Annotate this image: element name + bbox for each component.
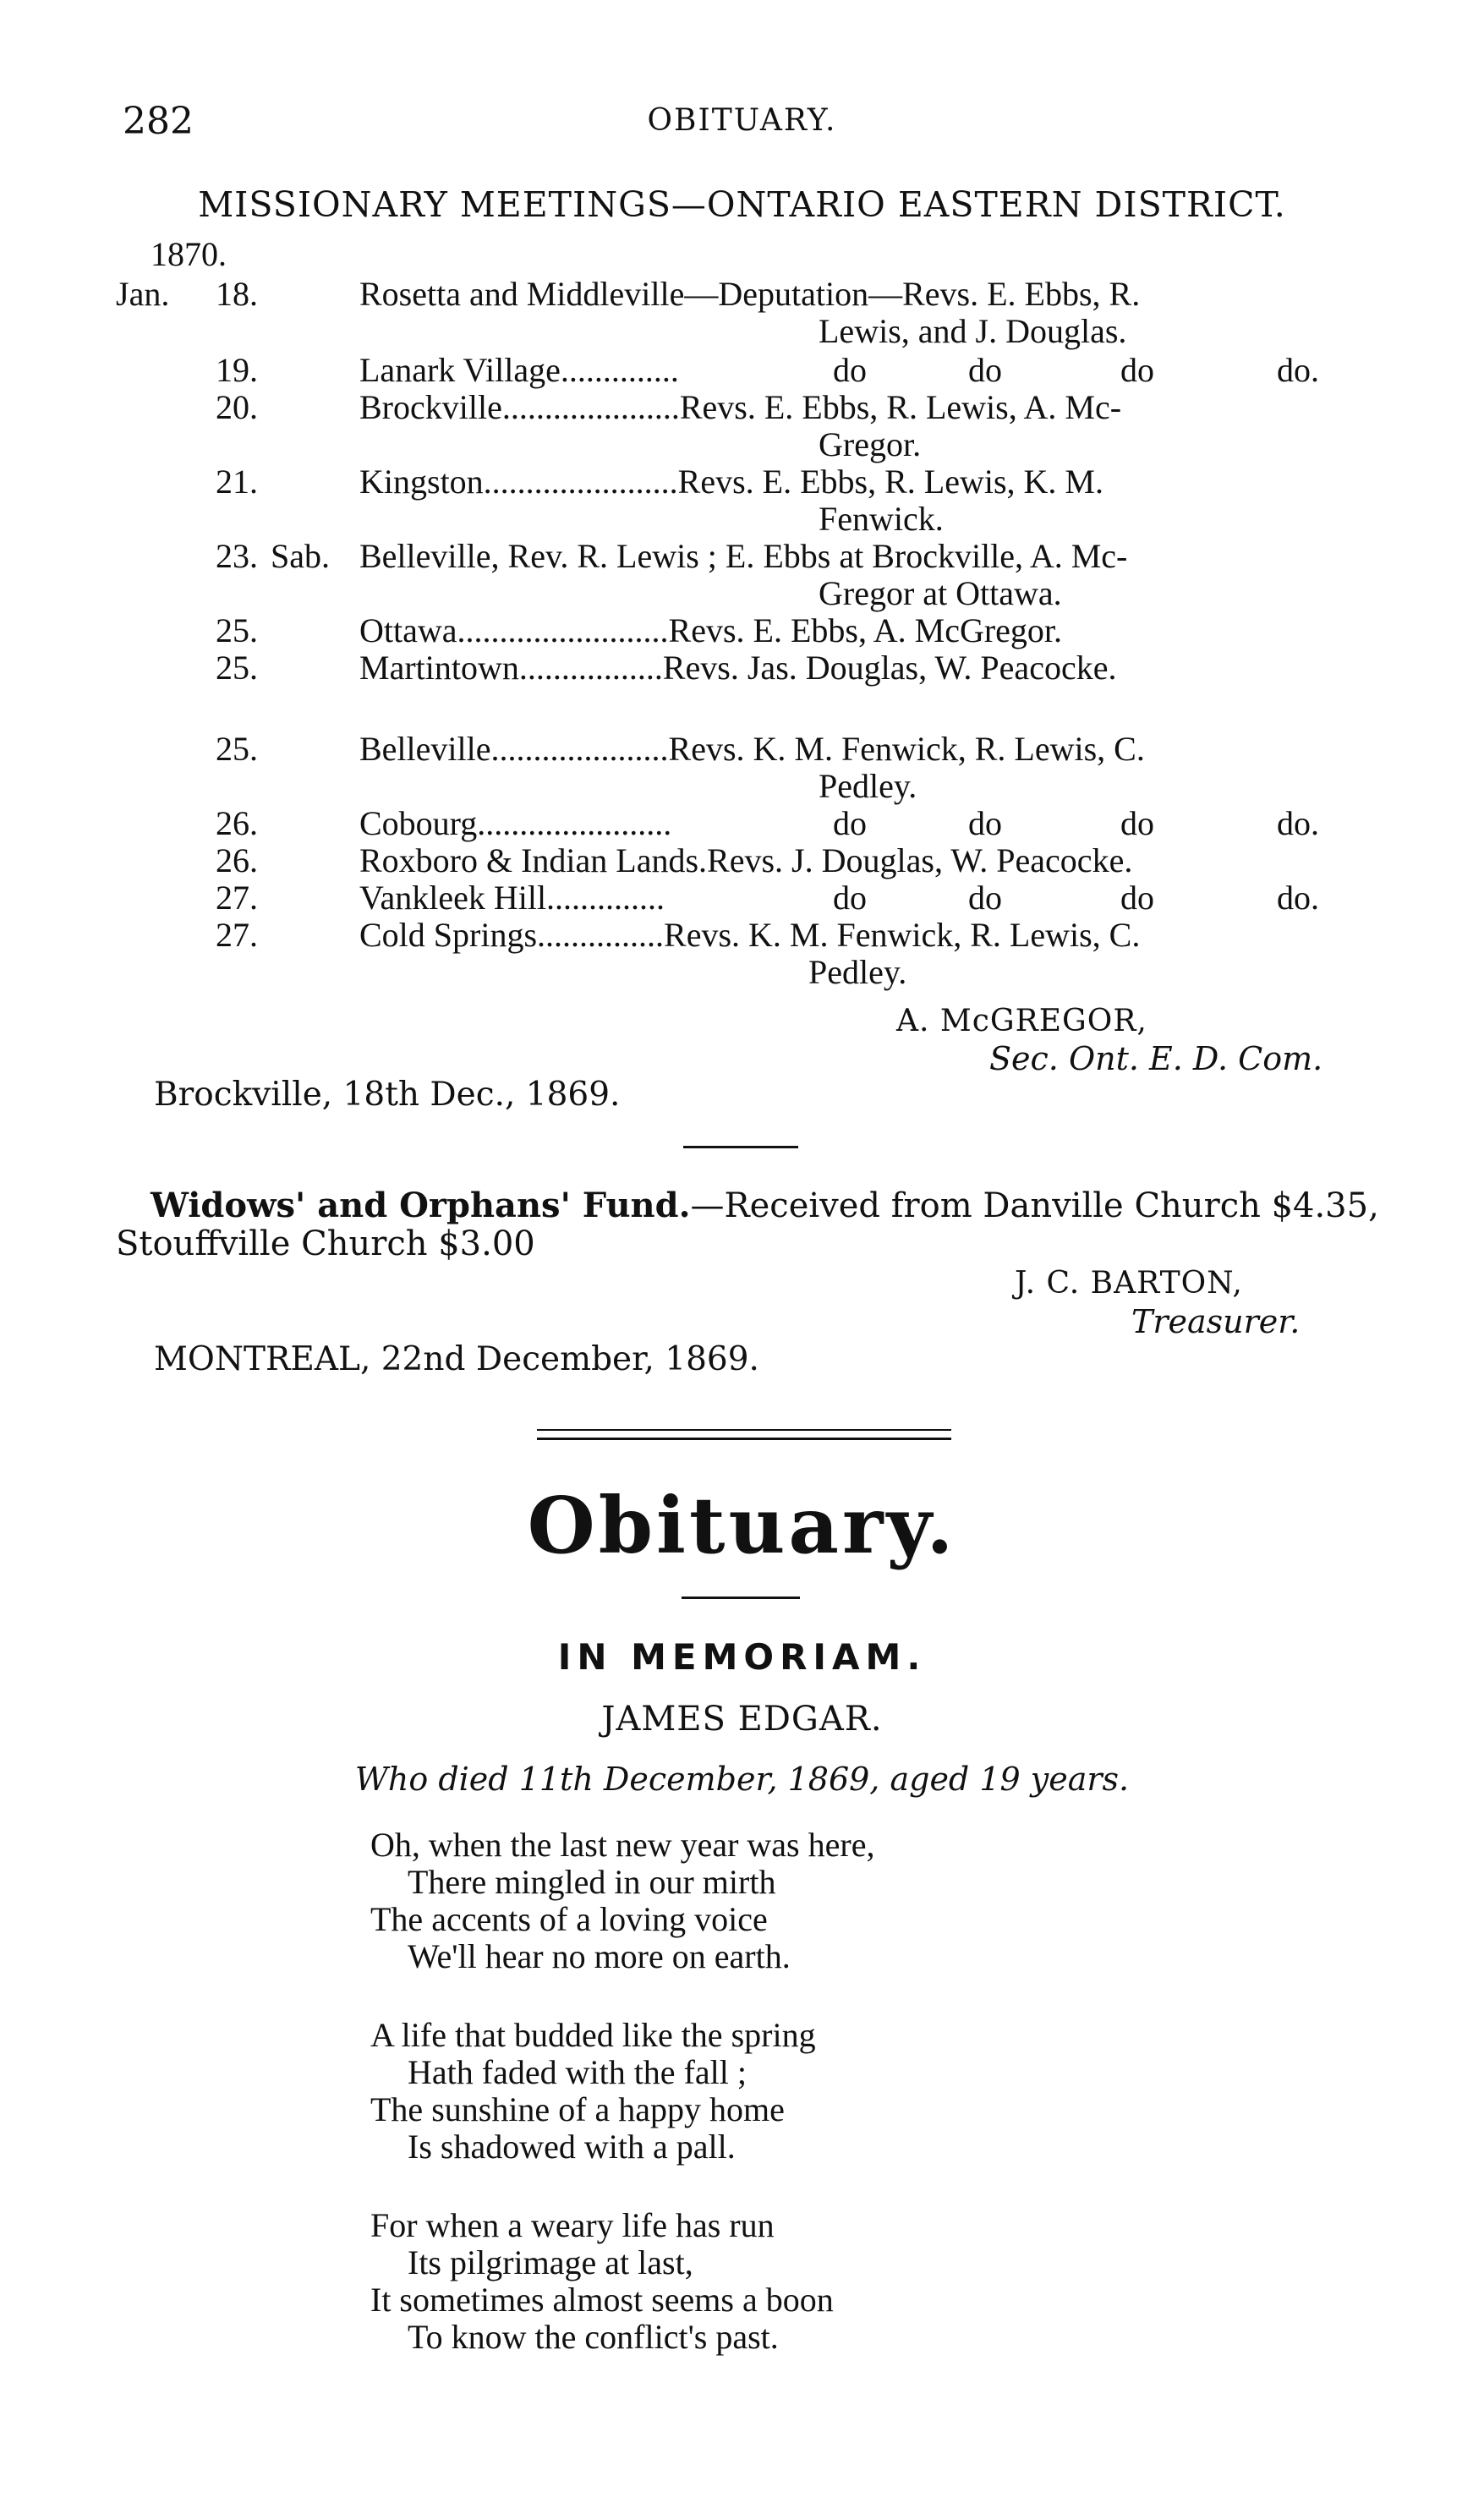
page-number: 282 [123, 100, 194, 143]
running-header: OBITUARY. [647, 103, 837, 138]
verse-line: For when a weary life has run [370, 2206, 775, 2244]
schedule-entry: Vankleek Hill.............. [359, 879, 665, 917]
schedule-entry: Belleville, Rev. R. Lewis ; E. Ebbs at Brockville, A. Mc- [359, 537, 1128, 575]
verse-line: Is shadowed with a pall. [408, 2128, 736, 2166]
schedule-day: 27. [216, 916, 258, 954]
signature-name: A. McGREGOR, [896, 1004, 1147, 1038]
memoriam-heading: IN MEMORIAM. [557, 1636, 927, 1678]
schedule-entry: Cobourg....................... [359, 804, 672, 842]
fund-heading: Widows' and Orphans' Fund. [151, 1186, 691, 1225]
section-divider [683, 1146, 798, 1148]
schedule-entry: Martintown.................Revs. Jas. Douglas, W. Peacocke. [359, 649, 1117, 687]
ditto-mark: do [968, 804, 1002, 842]
schedule-day: 23. [216, 537, 258, 575]
ditto-mark: do. [1277, 879, 1319, 917]
schedule-day: 26. [216, 841, 258, 879]
ditto-mark: do [833, 879, 867, 917]
signature-title: Treasurer. [1131, 1303, 1301, 1340]
ditto-mark: do [1120, 351, 1154, 389]
dateline: Brockville, 18th Dec., 1869. [154, 1076, 621, 1114]
schedule-entry-continued: Gregor. [819, 425, 922, 463]
schedule-entry-continued: Fenwick. [819, 500, 944, 538]
fund-text: —Received from Danville Church $4.35, [690, 1186, 1379, 1225]
ditto-mark: do [1120, 879, 1154, 917]
schedule-entry-continued: Lewis, and J. Douglas. [819, 312, 1127, 350]
verse-line: To know the conflict's past. [408, 2318, 779, 2356]
schedule-entry: Brockville.....................Revs. E. Ebbs, R. Lewis, A. Mc- [359, 388, 1122, 426]
section-title: MISSIONARY MEETINGS—ONTARIO EASTERN DISTRICT. [198, 184, 1286, 225]
ditto-mark: do. [1277, 804, 1319, 842]
schedule-day: 20. [216, 388, 258, 426]
verse-line: It sometimes almost seems a boon [370, 2281, 834, 2319]
dateline: MONTREAL, 22nd December, 1869. [154, 1340, 759, 1378]
verse-line: Its pilgrimage at last, [408, 2243, 693, 2281]
verse-line: A life that budded like the spring [370, 2016, 816, 2054]
schedule-day: 18. [216, 275, 258, 313]
schedule-entry: Cold Springs...............Revs. K. M. Fenwick, R. Lewis, C. [359, 916, 1141, 954]
deceased-name: JAMES EDGAR. [601, 1700, 883, 1739]
schedule-entry: Ottawa.........................Revs. E. Ebbs, A. McGregor. [359, 611, 1063, 649]
schedule-day: 25. [216, 611, 258, 649]
schedule-entry-continued: Pedley. [819, 767, 917, 805]
double-rule-top [537, 1429, 951, 1431]
schedule-entry: Roxboro & Indian Lands.Revs. J. Douglas, W. Peacocke. [359, 841, 1133, 879]
schedule-entry-continued: Gregor at Ottawa. [819, 574, 1062, 612]
schedule-day: 19. [216, 351, 258, 389]
double-rule-bottom [537, 1438, 951, 1440]
ditto-mark: do [968, 351, 1002, 389]
verse-line: The sunshine of a happy home [370, 2090, 785, 2128]
ditto-mark: do [833, 351, 867, 389]
sabbath-marker: Sab. [271, 537, 330, 575]
ditto-mark: do [1120, 804, 1154, 842]
heading-rule [682, 1597, 800, 1599]
schedule-entry-continued: Pedley. [808, 953, 907, 991]
schedule-day: 25. [216, 649, 258, 687]
ditto-mark: do [968, 879, 1002, 917]
verse-line: Oh, when the last new year was here, [370, 1826, 875, 1864]
signature-name: J. C. BARTON, [1015, 1266, 1243, 1301]
verse-line: Hath faded with the fall ; [408, 2053, 747, 2091]
ditto-mark: do [833, 804, 867, 842]
schedule-entry: Lanark Village.............. [359, 351, 679, 389]
schedule-entry: Rosetta and Middleville—Deputation—Revs. E. Ebbs, R. [359, 275, 1141, 313]
signature-title: Sec. Ont. E. D. Com. [989, 1040, 1323, 1077]
schedule-entry: Kingston.......................Revs. E. Ebbs, R. Lewis, K. M. [359, 463, 1103, 501]
verse-line: We'll hear no more on earth. [408, 1937, 791, 1975]
schedule-day: 26. [216, 804, 258, 842]
fund-notice [151, 1186, 1379, 1225]
verse-line: There mingled in our mirth [408, 1863, 776, 1901]
fund-text-continued: Stouffville Church $3.00 [116, 1224, 535, 1263]
ditto-mark: do. [1277, 351, 1319, 389]
obituary-heading: Obituary. [527, 1480, 957, 1571]
schedule-day: 25. [216, 730, 258, 768]
schedule-entry: Belleville.....................Revs. K. M. Fenwick, R. Lewis, C. [359, 730, 1145, 768]
schedule-day: 21. [216, 463, 258, 501]
schedule-month: Jan. [116, 275, 170, 313]
verse-line: The accents of a loving voice [370, 1900, 768, 1938]
schedule-day: 27. [216, 879, 258, 917]
death-notice: Who died 11th December, 1869, aged 19 years. [354, 1761, 1130, 1798]
schedule-year: 1870. [151, 235, 227, 273]
